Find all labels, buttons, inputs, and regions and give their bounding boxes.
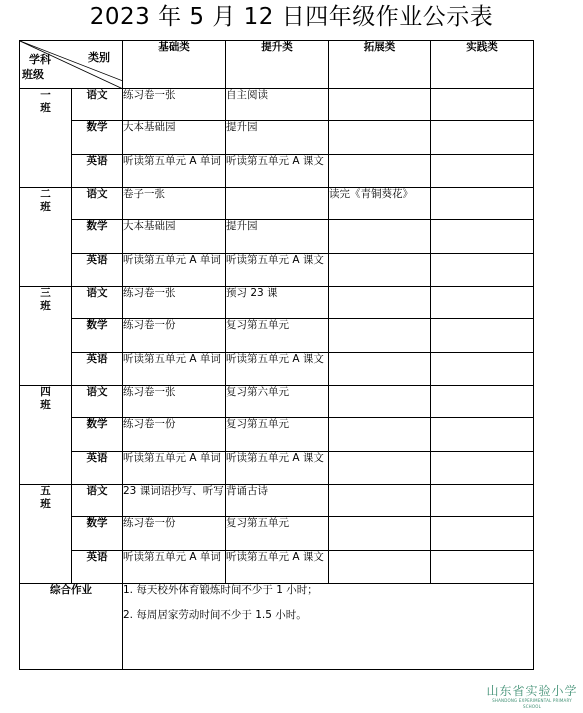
- class-name-char: 一: [40, 89, 51, 101]
- extended-cell: [329, 418, 431, 452]
- extended-cell: 读完《青铜葵花》: [329, 188, 431, 220]
- practice-cell: [431, 254, 534, 287]
- basic-cell: 23 课词语抄写、听写: [123, 485, 226, 517]
- class-name-char: 班: [40, 399, 51, 411]
- advanced-cell: 复习第五单元: [226, 319, 329, 353]
- table-row: [20, 89, 534, 121]
- summary-line: 1. 每天校外体育锻炼时间不少于 1 小时；: [123, 584, 318, 596]
- extended-cell: [329, 452, 431, 485]
- column-header-extended: 拓展类: [329, 41, 431, 89]
- basic-cell: 听读第五单元 A 单词: [123, 353, 226, 386]
- advanced-cell: 听读第五单元 A 课文: [226, 551, 329, 584]
- subject-cell: 数学: [72, 418, 123, 452]
- subject-cell: 语文: [72, 287, 123, 319]
- advanced-cell: 背诵古诗: [226, 485, 329, 517]
- advanced-cell: 提升园: [226, 220, 329, 254]
- header-row: [20, 41, 534, 89]
- subject-cell: 数学: [72, 517, 123, 551]
- subject-cell: 英语: [72, 551, 123, 584]
- extended-cell: [329, 121, 431, 155]
- basic-cell: 练习卷一张: [123, 89, 226, 121]
- basic-cell: 练习卷一份: [123, 418, 226, 452]
- extended-cell: [329, 155, 431, 188]
- practice-cell: [431, 287, 534, 319]
- extended-cell: [329, 386, 431, 418]
- subject-cell: 语文: [72, 89, 123, 121]
- subject-cell: 英语: [72, 155, 123, 188]
- column-header-practice: 实践类: [431, 41, 534, 89]
- advanced-cell: 听读第五单元 A 课文: [226, 353, 329, 386]
- advanced-cell: 提升园: [226, 121, 329, 155]
- table-row: [20, 121, 534, 155]
- corner-subject-label: 学科: [29, 53, 51, 66]
- class-name-cell: [20, 89, 72, 188]
- practice-cell: [431, 452, 534, 485]
- subject-cell: 语文: [72, 386, 123, 418]
- table-row: [20, 220, 534, 254]
- school-logo: [484, 684, 580, 708]
- subject-cell: 英语: [72, 254, 123, 287]
- subject-cell: 数学: [72, 121, 123, 155]
- advanced-cell: 复习第五单元: [226, 418, 329, 452]
- basic-cell: 听读第五单元 A 单词: [123, 155, 226, 188]
- table-row: [20, 155, 534, 188]
- practice-cell: [431, 319, 534, 353]
- class-name-cell: [20, 287, 72, 386]
- table-row: [20, 386, 534, 418]
- logo-subtext: SHANDONG EXPERIMENTAL PRIMARY SCHOOL: [492, 698, 572, 709]
- advanced-cell: 复习第五单元: [226, 517, 329, 551]
- extended-cell: [329, 89, 431, 121]
- extended-cell: [329, 485, 431, 517]
- basic-cell: 听读第五单元 A 单词: [123, 551, 226, 584]
- extended-cell: [329, 319, 431, 353]
- subject-cell: 英语: [72, 353, 123, 386]
- table-row: [20, 485, 534, 517]
- subject-cell: 数学: [72, 319, 123, 353]
- practice-cell: [431, 418, 534, 452]
- extended-cell: [329, 287, 431, 319]
- summary-row: [20, 584, 534, 670]
- class-name-char: 四: [40, 386, 51, 398]
- practice-cell: [431, 386, 534, 418]
- subject-cell: 语文: [72, 485, 123, 517]
- table-row: [20, 353, 534, 386]
- basic-cell: 大本基础园: [123, 121, 226, 155]
- basic-cell: 听读第五单元 A 单词: [123, 452, 226, 485]
- practice-cell: [431, 155, 534, 188]
- extended-cell: [329, 220, 431, 254]
- class-name-cell: [20, 485, 72, 584]
- class-name-char: 三: [40, 287, 51, 299]
- page-title: 2023 年 5 月 12 日四年级作业公示表: [89, 4, 494, 30]
- practice-cell: [431, 188, 534, 220]
- extended-cell: [329, 353, 431, 386]
- table-row: [20, 452, 534, 485]
- basic-cell: 听读第五单元 A 单词: [123, 254, 226, 287]
- basic-cell: 练习卷一张: [123, 386, 226, 418]
- summary-label: 综合作业: [20, 584, 123, 670]
- advanced-cell: 复习第六单元: [226, 386, 329, 418]
- class-name-char: 五: [40, 485, 51, 497]
- subject-cell: 数学: [72, 220, 123, 254]
- summary-line: 2. 每周居家劳动时间不少于 1.5 小时。: [123, 609, 307, 621]
- practice-cell: [431, 220, 534, 254]
- advanced-cell: 听读第五单元 A 课文: [226, 254, 329, 287]
- class-name-char: 班: [40, 300, 51, 312]
- practice-cell: [431, 121, 534, 155]
- subject-cell: 语文: [72, 188, 123, 220]
- practice-cell: [431, 551, 534, 584]
- table-row: [20, 319, 534, 353]
- advanced-cell: 自主阅读: [226, 89, 329, 121]
- table-row: [20, 188, 534, 220]
- advanced-cell: 预习 23 课: [226, 287, 329, 319]
- class-name-cell: [20, 188, 72, 287]
- class-name-char: 二: [40, 188, 51, 200]
- table-row: [20, 551, 534, 584]
- practice-cell: [431, 517, 534, 551]
- column-header-basic: 基础类: [123, 41, 226, 89]
- advanced-cell: 听读第五单元 A 课文: [226, 155, 329, 188]
- corner-class-label: 班级: [22, 68, 44, 81]
- advanced-cell: 听读第五单元 A 课文: [226, 452, 329, 485]
- summary-content: [123, 584, 534, 670]
- basic-cell: 练习卷一份: [123, 319, 226, 353]
- basic-cell: 练习卷一张: [123, 287, 226, 319]
- homework-table: [19, 40, 534, 670]
- column-header-advanced: 提升类: [226, 41, 329, 89]
- corner-header: [20, 41, 123, 89]
- corner-type-label: 类别: [88, 51, 110, 64]
- basic-cell: 大本基础园: [123, 220, 226, 254]
- basic-cell: 卷子一张: [123, 188, 226, 220]
- practice-cell: [431, 89, 534, 121]
- table-row: [20, 287, 534, 319]
- practice-cell: [431, 485, 534, 517]
- class-name-char: 班: [40, 498, 51, 510]
- logo-text: 山东省实验小学: [486, 684, 578, 698]
- class-name-cell: [20, 386, 72, 485]
- class-name-char: 班: [40, 201, 51, 213]
- subject-cell: 英语: [72, 452, 123, 485]
- advanced-cell: [226, 188, 329, 220]
- table-row: [20, 418, 534, 452]
- extended-cell: [329, 551, 431, 584]
- table-row: [20, 254, 534, 287]
- class-name-char: 班: [40, 102, 51, 114]
- table-row: [20, 517, 534, 551]
- practice-cell: [431, 353, 534, 386]
- extended-cell: [329, 254, 431, 287]
- basic-cell: 练习卷一份: [123, 517, 226, 551]
- extended-cell: [329, 517, 431, 551]
